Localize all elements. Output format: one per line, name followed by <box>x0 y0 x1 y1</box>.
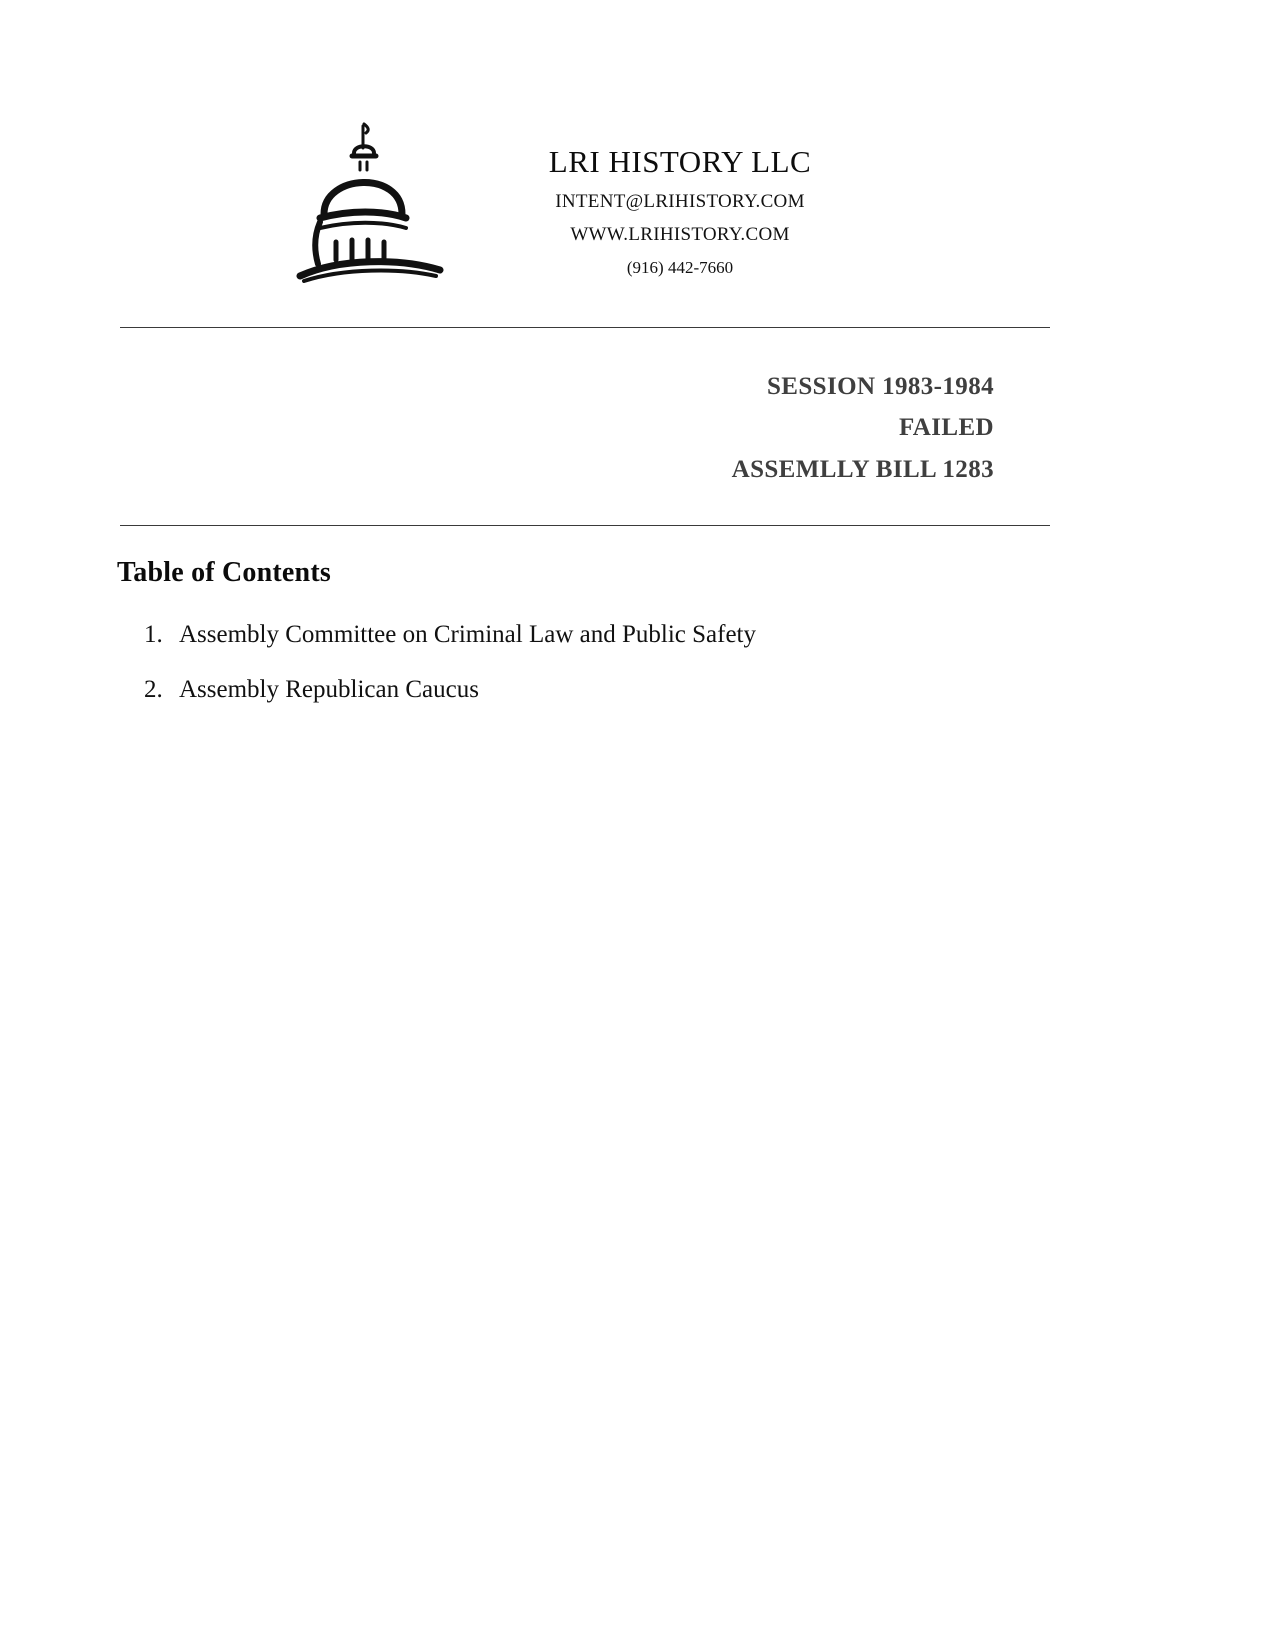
session-info <box>120 366 994 490</box>
organization-details <box>470 118 890 278</box>
bill-number: ASSEMLLY BILL 1283 <box>731 455 994 483</box>
organization-name: LRI HISTORY LLC <box>548 144 812 179</box>
list-item-number: 1. <box>144 621 163 648</box>
session-status: FAILED <box>898 414 994 442</box>
table-of-contents-heading: Table of Contents <box>117 557 331 588</box>
list-item-number: 2. <box>144 675 163 703</box>
organization-phone: (916) 442-7660 <box>626 257 734 277</box>
organization-email: INTENT@LRIHISTORY.COM <box>555 190 805 212</box>
organization-website: WWW.LRIHISTORY.COM <box>570 223 790 245</box>
list-item[interactable] <box>117 618 1067 652</box>
list-item-label: Assembly Committee on Criminal Law and Public Safety <box>179 621 757 648</box>
divider-top <box>120 327 1050 328</box>
table-of-contents-list <box>117 618 1067 728</box>
capitol-dome-logo-icon <box>290 118 460 283</box>
list-item-label: Assembly Republican Caucus <box>179 675 479 703</box>
letterhead <box>0 118 1276 283</box>
list-item[interactable] <box>117 673 1067 707</box>
session-line: SESSION 1983-1984 <box>767 373 994 400</box>
divider-bottom <box>120 525 1050 526</box>
